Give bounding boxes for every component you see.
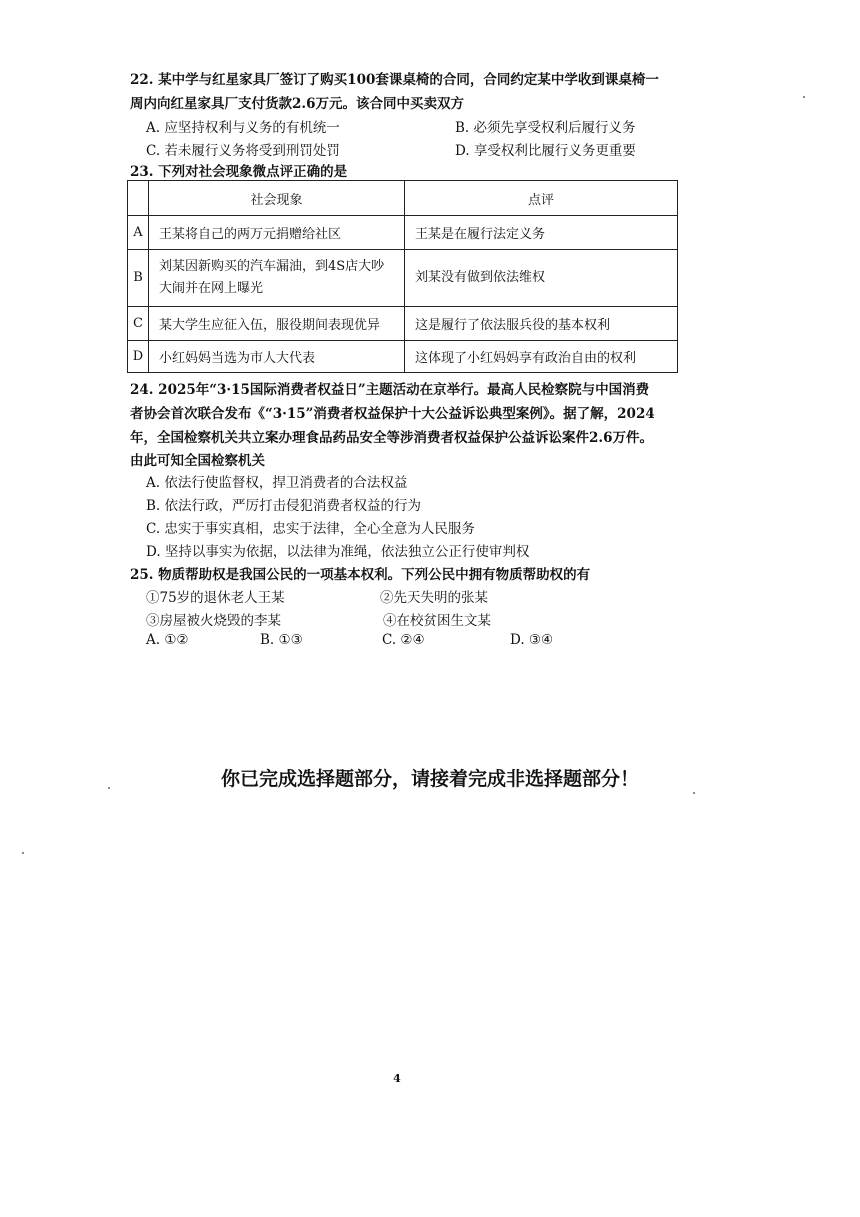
row-comment: 这是履行了依法服兵役的基本权利 — [405, 307, 678, 341]
q22-option-c: C. 若未履行义务将受到刑罚处罚 — [146, 143, 340, 159]
q25-option-a: A. ①② — [146, 632, 189, 648]
table-row — [128, 250, 678, 307]
row-phenomenon-line1: 刘某因新购买的汽车漏油，到4S店大吵 — [159, 259, 385, 274]
q25-stem: 25. 物质帮助权是我国公民的一项基本权利。下列公民中拥有物质帮助权的有 — [130, 567, 591, 583]
table-header-comment: 点评 — [405, 181, 678, 216]
table-corner-cell — [128, 181, 149, 216]
section-complete-notice: 你已完成选择题部分，请接着完成非选择题部分！ — [220, 768, 639, 790]
q23-stem: 23. 下列对社会现象微点评正确的是 — [130, 164, 348, 180]
q23-table — [127, 180, 678, 373]
row-label: A — [128, 216, 149, 250]
row-label: D — [128, 341, 149, 373]
table-header-row — [128, 181, 678, 216]
table-row — [128, 216, 678, 250]
row-label: C — [128, 307, 149, 341]
q24-stem-line2: 者协会首次联合发布《“3·15”消费者权益保护十大公益诉讼典型案例》。据了解，2024 — [130, 406, 655, 422]
scan-speck — [22, 852, 24, 854]
row-phenomenon — [149, 250, 405, 307]
q22-option-d: D. 享受权利比履行义务更重要 — [455, 143, 636, 159]
table-row — [128, 341, 678, 373]
q25-item-2: ②先天失明的张某 — [380, 590, 488, 606]
row-phenomenon: 某大学生应征入伍，服役期间表现优异 — [149, 307, 405, 341]
q25-option-c: C. ②④ — [382, 632, 425, 648]
table-row — [128, 307, 678, 341]
row-comment: 这体现了小红妈妈享有政治自由的权利 — [405, 341, 678, 373]
q22-stem-line2: 周内向红星家具厂支付货款2.6万元。该合同中买卖双方 — [130, 96, 464, 112]
q24-stem-line1: 24. 2025年“3·15国际消费者权益日”主题活动在京举行。最高人民检察院与中国消费 — [130, 382, 650, 398]
row-comment: 王某是在履行法定义务 — [405, 216, 678, 250]
q22-option-b: B. 必须先享受权利后履行义务 — [455, 120, 636, 136]
q24-option-b: B. 依法行政，严厉打击侵犯消费者权益的行为 — [146, 498, 422, 514]
q22-option-a: A. 应坚持权利与义务的有机统一 — [146, 120, 340, 136]
q24-option-a: A. 依法行使监督权，捍卫消费者的合法权益 — [146, 475, 408, 491]
q25-option-d: D. ③④ — [510, 632, 554, 648]
q24-option-c: C. 忠实于事实真相，忠实于法律，全心全意为人民服务 — [146, 521, 475, 537]
page-number: 4 — [393, 1072, 401, 1085]
table-header-phenomenon: 社会现象 — [149, 181, 405, 216]
row-phenomenon-line2: 大闹并在网上曝光 — [159, 281, 264, 296]
row-comment: 刘某没有做到依法维权 — [405, 250, 678, 307]
scan-speck — [693, 792, 695, 794]
row-phenomenon: 王某将自己的两万元捐赠给社区 — [149, 216, 405, 250]
q25-item-4: ④在校贫困生文某 — [383, 613, 491, 629]
q24-option-d: D. 坚持以事实为依据，以法律为准绳，依法独立公正行使审判权 — [146, 544, 530, 560]
q25-item-3: ③房屋被火烧毁的李某 — [146, 613, 281, 629]
row-phenomenon: 小红妈妈当选为市人大代表 — [149, 341, 405, 373]
q24-stem-line3: 年，全国检察机关共立案办理食品药品安全等涉消费者权益保护公益诉讼案件2.6万件。 — [130, 430, 653, 446]
row-label: B — [128, 250, 149, 307]
q25-option-b: B. ①③ — [260, 632, 303, 648]
scan-speck — [803, 96, 805, 98]
q24-stem-line4: 由此可知全国检察机关 — [130, 453, 265, 469]
q22-stem-line1: 22. 某中学与红星家具厂签订了购买100套课桌椅的合同，合同约定某中学收到课桌椅一 — [130, 72, 659, 88]
q25-item-1: ①75岁的退休老人王某 — [146, 590, 285, 606]
scan-speck — [108, 787, 110, 789]
